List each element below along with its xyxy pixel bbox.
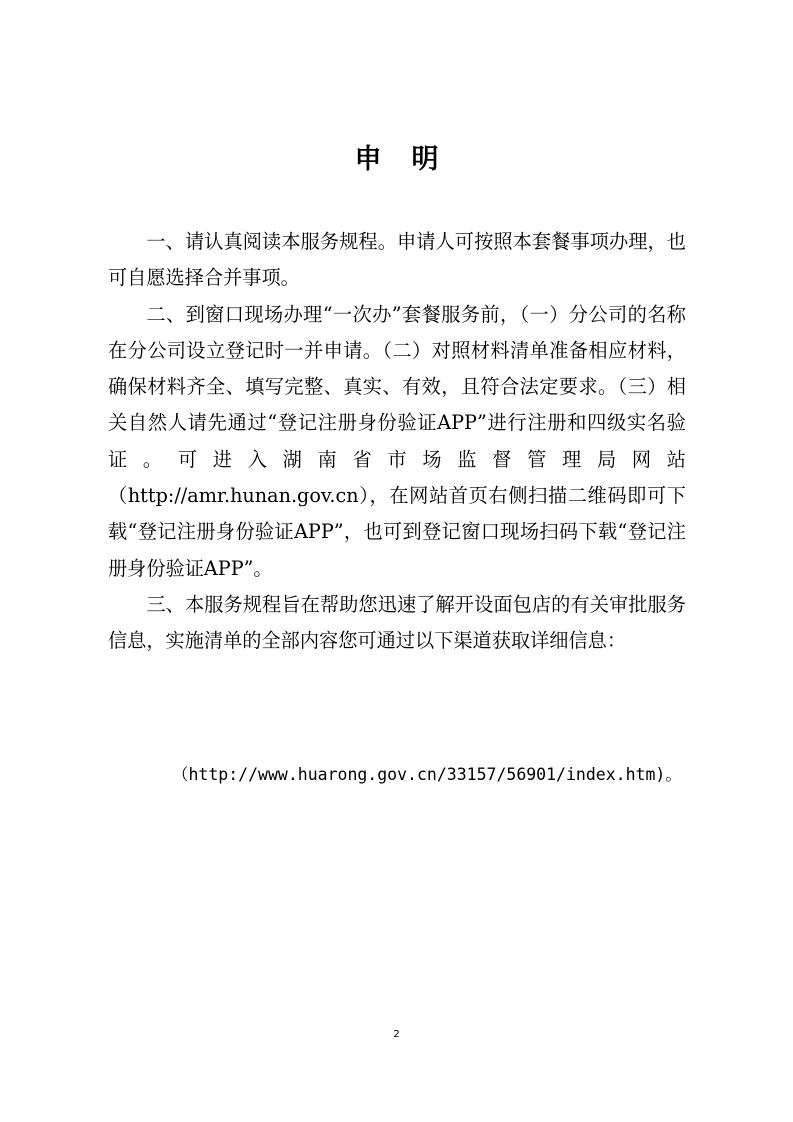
info-url-line: （http://www.huarong.gov.cn/33157/56901/index.htm)。 xyxy=(172,765,682,784)
statement-body xyxy=(108,224,686,660)
statement-paragraph-2: 二、到窗口现场办理“一次办”套餐服务前，（一）分公司的名称在分公司设立登记时一并申请。（二）对照材料清单准备相应材料，确保材料齐全、填写完整、真实、有效，且符合法定要求。（三）相关自然人请先通过“登记注册身份验证APP”进行注册和四级实名验证。可进入湖南省市场监督管理局网站（http://amr.hunan.gov.cn），在网站首页右侧扫描二维码即可下载“登记注册身份验证APP”，也可到登记窗口现场扫码下载“登记注册身份验证APP”。 xyxy=(108,302,686,580)
statement-paragraph-3: 三、本服务规程旨在帮助您迅速了解开设面包店的有关审批服务信息，实施清单的全部内容您可通过以下渠道获取详细信息： xyxy=(108,592,686,653)
page-number: 2 xyxy=(393,1029,400,1040)
page-title: 申明 xyxy=(354,144,469,175)
statement-paragraph-1: 一、请认真阅读本服务规程。申请人可按照本套餐事项办理，也可自愿选择合并事项。 xyxy=(108,230,686,290)
